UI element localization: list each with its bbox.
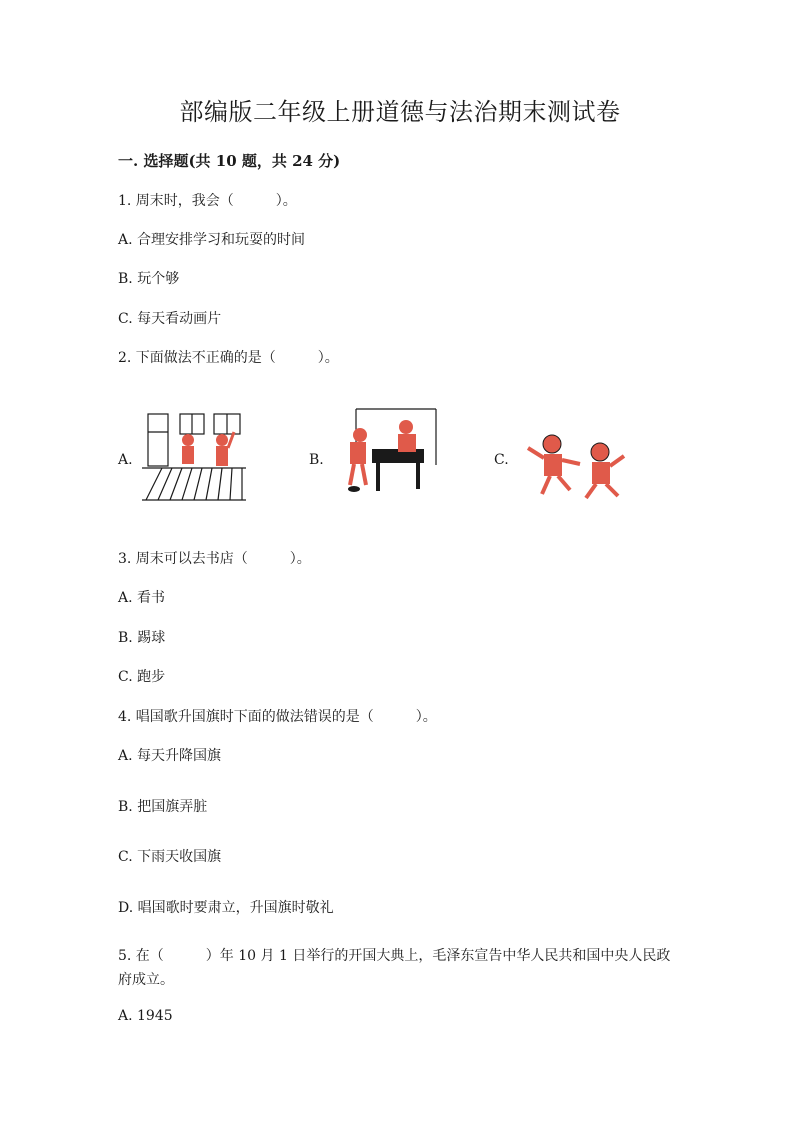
page-title: 部编版二年级上册道德与法治期末测试卷 [179, 98, 621, 126]
question-2-option-b-label: B. [309, 452, 324, 468]
question-1-option-a: A. 合理安排学习和玩耍的时间 [118, 232, 306, 248]
question-3-option-a: A. 看书 [118, 590, 166, 606]
question-2-option-c-label: C. [494, 452, 509, 468]
question-3-option-b: B. 踢球 [118, 630, 166, 646]
children-fighting-illustration [522, 430, 630, 502]
section-heading: 一. 选择题(共 10 题，共 24 分) [118, 152, 341, 170]
question-1-option-b: B. 玩个够 [118, 271, 180, 287]
question-5-stem: 5. 在（ ）年 10 月 1 日举行的开国大典上，毛泽东宣告中华人民共和国中央人民政府成立。 [118, 948, 671, 988]
question-4-option-b: B. 把国旗弄脏 [118, 799, 208, 815]
desk-writing-illustration [336, 405, 440, 505]
question-1-stem: 1. 周末时，我会（ ）。 [118, 193, 297, 209]
question-4-stem: 4. 唱国歌升国旗时下面的做法错误的是（ ）。 [118, 709, 437, 725]
question-2-stem: 2. 下面做法不正确的是（ ）。 [118, 350, 339, 366]
question-2-option-a-label: A. [118, 452, 133, 468]
question-4-option-c: C. 下雨天收国旗 [118, 849, 222, 865]
question-3-option-c: C. 跑步 [118, 669, 166, 685]
question-4-option-d: D. 唱国歌时要肃立，升国旗时敬礼 [118, 900, 334, 916]
question-5-option-a: A. 1945 [118, 1008, 173, 1024]
classroom-window-illustration [142, 410, 248, 502]
question-1-option-c: C. 每天看动画片 [118, 311, 222, 327]
question-3-stem: 3. 周末可以去书店（ ）。 [118, 551, 311, 567]
question-4-option-a: A. 每天升降国旗 [118, 748, 222, 764]
